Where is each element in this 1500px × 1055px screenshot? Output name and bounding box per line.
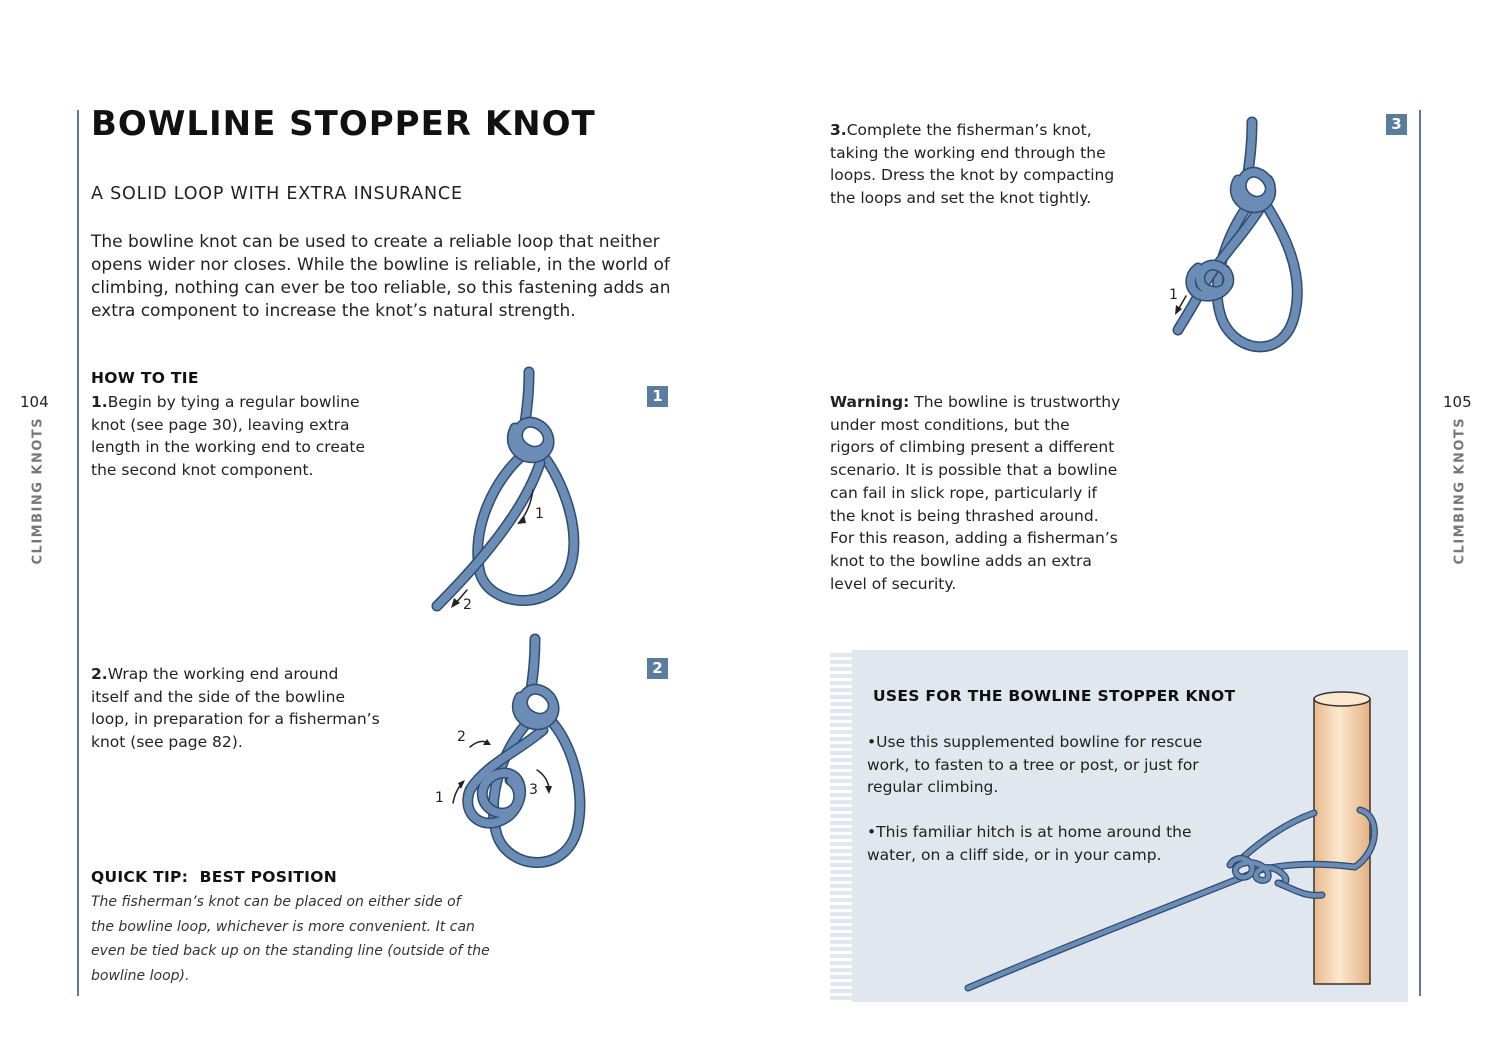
right-page-number: 105 xyxy=(1443,393,1472,411)
uses-box-heading: USES FOR THE BOWLINE STOPPER KNOT xyxy=(873,687,1236,705)
warning-text xyxy=(830,391,1130,595)
step1-line: knot (see page 30), leaving extra xyxy=(91,415,350,434)
intro-line: extra component to increase the knot’s natural strength. xyxy=(91,301,576,321)
step2-line: Wrap the working end around xyxy=(107,665,339,683)
step3-line: Complete the fisherman’s knot, xyxy=(846,121,1092,139)
quick-tip-heading: QUICK TIP: BEST POSITION xyxy=(91,868,337,886)
step2-line: loop, in preparation for a fisherman’s xyxy=(91,710,380,729)
step3-line: taking the working end through the xyxy=(830,143,1106,162)
warning-line: The bowline is trustworthy xyxy=(909,393,1121,411)
warning-line: knot to the bowline adds an extra xyxy=(830,551,1092,570)
warning-label: Warning: xyxy=(830,393,910,411)
arrow-label-2: 2 xyxy=(457,729,466,745)
step1-line: the second knot component. xyxy=(91,461,314,480)
warning-line: under most conditions, but the xyxy=(830,415,1070,434)
step2-text xyxy=(91,663,391,754)
step1-line: Begin by tying a regular bowline xyxy=(107,393,360,411)
arrow-label-3: 3 xyxy=(529,782,538,798)
step2-line: knot (see page 82). xyxy=(91,733,243,752)
wooden-post xyxy=(1314,699,1370,984)
step1-badge: 1 xyxy=(647,386,668,407)
warning-line: can fail in slick rope, particularly if xyxy=(830,483,1097,502)
uses-bullet-line: regular climbing. xyxy=(867,778,999,797)
step3-text xyxy=(830,119,1130,210)
left-margin-rule xyxy=(77,110,79,996)
uses-box-stripe-edge xyxy=(830,650,852,1002)
warning-line: scenario. It is possible that a bowline xyxy=(830,461,1118,480)
uses-bullet-line: •This familiar hitch is at home around the xyxy=(867,823,1192,841)
page-subtitle: A SOLID LOOP WITH EXTRA INSURANCE xyxy=(91,184,463,204)
step1-text xyxy=(91,391,391,482)
warning-line: level of security. xyxy=(830,574,957,593)
step1-number: 1. xyxy=(91,393,108,411)
step1-knot-illustration xyxy=(425,368,585,618)
intro-paragraph xyxy=(91,231,691,323)
uses-bullet-line: work, to fasten to a tree or post, or just for xyxy=(867,755,1199,774)
step1-line: length in the working end to create xyxy=(91,438,365,457)
intro-line: The bowline knot can be used to create a reliable loop that neither xyxy=(91,232,660,252)
step3-line: the loops and set the knot tightly. xyxy=(830,189,1092,208)
how-to-tie-heading: HOW TO TIE xyxy=(91,369,199,387)
quick-tip-line: The fisherman’s knot can be placed on either side of xyxy=(91,894,461,910)
quick-tip-text xyxy=(91,890,491,988)
intro-line: climbing, nothing can ever be too reliable, so this fastening adds an xyxy=(91,278,671,298)
intro-line: opens wider nor closes. While the bowline is reliable, in the world of xyxy=(91,255,670,275)
warning-line: the knot is being thrashed around. xyxy=(830,506,1099,525)
step2-line: itself and the side of the bowline xyxy=(91,687,346,706)
left-page-number: 104 xyxy=(20,393,49,411)
warning-line: rigors of climbing present a different xyxy=(830,438,1115,457)
post-top xyxy=(1314,692,1370,706)
step3-number: 3. xyxy=(830,121,847,139)
right-margin-rule xyxy=(1419,110,1421,996)
arrow-label-2: 2 xyxy=(463,597,472,613)
uses-bullet-line: water, on a cliff side, or in your camp. xyxy=(867,845,1162,864)
warning-line: For this reason, adding a fisherman’s xyxy=(830,529,1118,548)
page-title: BOWLINE STOPPER KNOT xyxy=(91,104,596,144)
step2-badge: 2 xyxy=(647,658,668,679)
arrow-label-1: 1 xyxy=(435,790,444,806)
step2-number: 2. xyxy=(91,665,108,683)
arrow-label-1: 1 xyxy=(1169,287,1178,303)
right-side-label: CLIMBING KNOTS xyxy=(1452,416,1468,565)
quick-tip-line: the bowline loop, whichever is more convenient. It can xyxy=(91,918,475,935)
step3-badge: 3 xyxy=(1386,114,1407,135)
post-hitch-illustration xyxy=(960,685,1390,1005)
left-side-label: CLIMBING KNOTS xyxy=(30,416,46,565)
step3-knot-illustration xyxy=(1160,118,1310,363)
arrow-label-1: 1 xyxy=(535,506,544,522)
uses-bullet-line: •Use this supplemented bowline for rescue xyxy=(867,733,1203,751)
step2-knot-illustration xyxy=(425,635,595,880)
quick-tip-line: even be tied back up on the standing line (outside of the xyxy=(91,943,490,959)
quick-tip-line: bowline loop). xyxy=(91,967,190,984)
step3-line: loops. Dress the knot by compacting xyxy=(830,166,1115,185)
